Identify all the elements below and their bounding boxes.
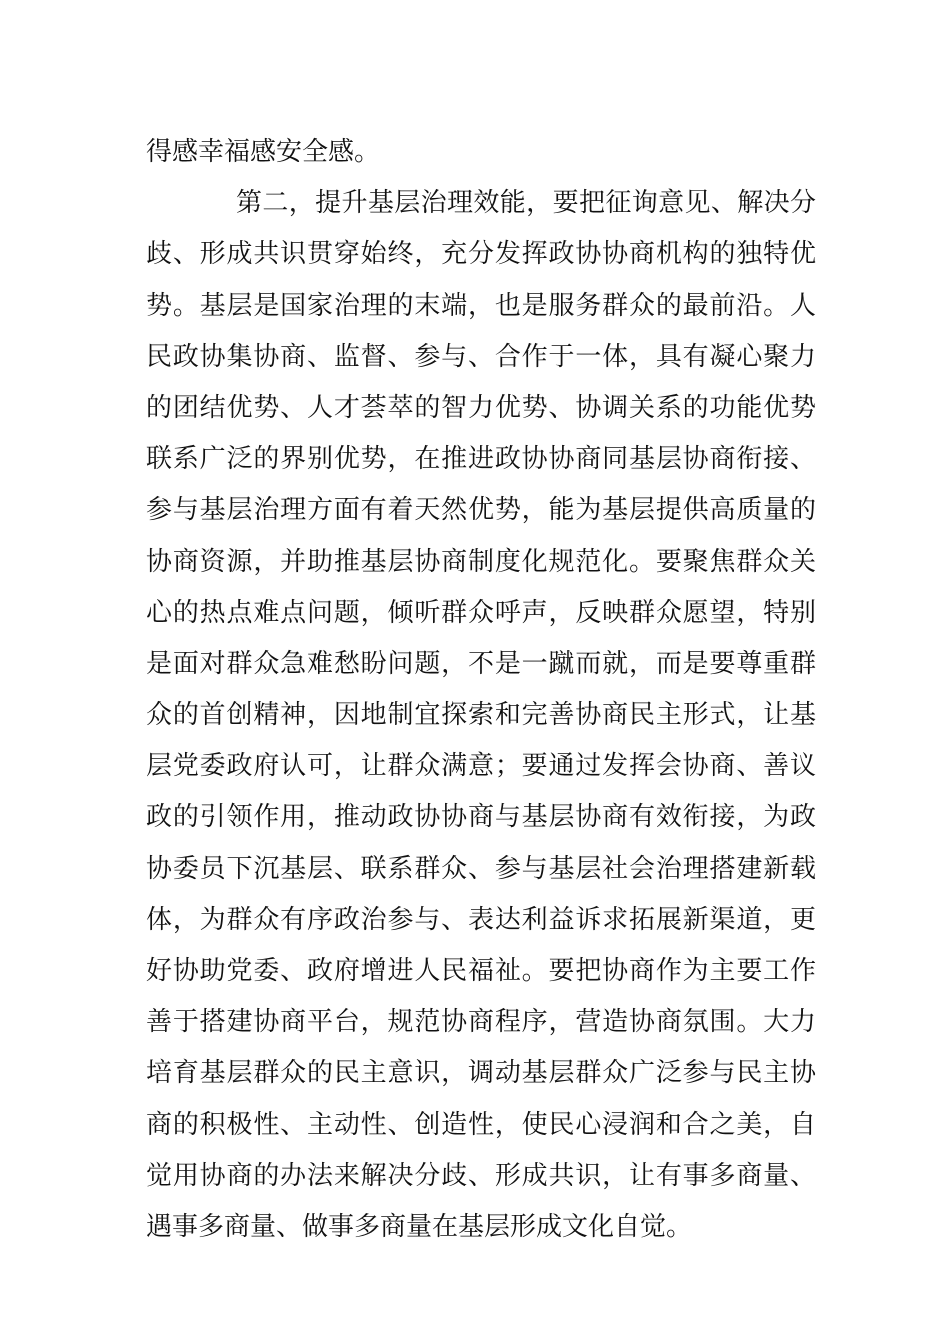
- body-text: [146, 127, 816, 1253]
- text-line: 觉用协商的办法来解决分歧、形成共识，让有事多商量、: [146, 1160, 816, 1191]
- text-line: 是面对群众急难愁盼问题，不是一蹴而就，而是要尊重群: [146, 648, 816, 679]
- text-line: 好协助党委、政府增进人民福祉。要把协商作为主要工作: [146, 956, 816, 986]
- text-line: 得感幸福感安全感。: [146, 137, 381, 167]
- text-line: 的团结优势、人才荟萃的智力优势、协调关系的功能优势: [146, 392, 816, 423]
- text-line: 体，为群众有序政治参与、表达利益诉求拓展新渠道，更: [146, 904, 816, 935]
- text-line: 参与基层治理方面有着天然优势，能为基层提供高质量的: [146, 495, 816, 526]
- text-line: 政的引领作用，推动政协协商与基层协商有效衔接，为政: [146, 802, 816, 833]
- text-line: 层党委政府认可，让群众满意；要通过发挥会协商、善议: [146, 751, 816, 782]
- text-line: 培育基层群众的民主意识，调动基层群众广泛参与民主协: [146, 1058, 816, 1089]
- paragraph-first-line: 第二，提升基层治理效能，要把征询意见、解决分: [236, 188, 816, 219]
- text-line: 协商资源，并助推基层协商制度化规范化。要聚焦群众关: [146, 546, 816, 577]
- text-line: 势。基层是国家治理的末端，也是服务群众的最前沿。人: [146, 290, 816, 321]
- text-line: 心的热点难点问题，倾听群众呼声，反映群众愿望，特别: [146, 597, 816, 628]
- text-line: 协委员下沉基层、联系群众、参与基层社会治理搭建新载: [146, 853, 816, 884]
- text-line: 众的首创精神，因地制宜探索和完善协商民主形式，让基: [146, 700, 816, 731]
- text-line: 联系广泛的界别优势，在推进政协协商同基层协商衔接、: [146, 444, 816, 475]
- paragraph-last-line: 遇事多商量、做事多商量在基层形成文化自觉。: [146, 1211, 693, 1242]
- text-line: 商的积极性、主动性、创造性，使民心浸润和合之美，自: [146, 1109, 816, 1140]
- text-line: 歧、形成共识贯穿始终，充分发挥政协协商机构的独特优: [146, 239, 816, 270]
- text-line: 善于搭建协商平台，规范协商程序，营造协商氛围。大力: [146, 1007, 816, 1038]
- text-line: 民政协集协商、监督、参与、合作于一体，具有凝心聚力: [146, 341, 816, 372]
